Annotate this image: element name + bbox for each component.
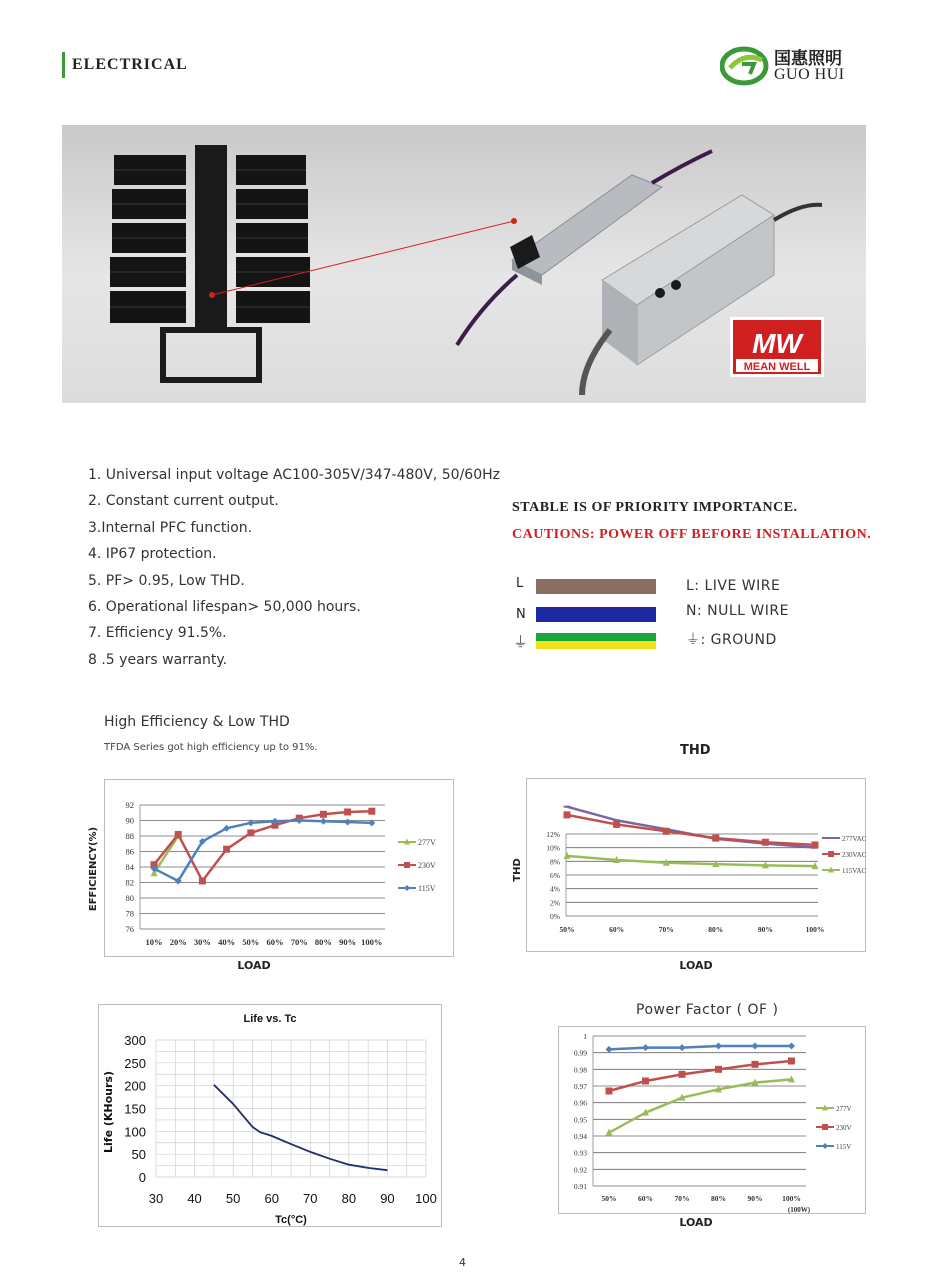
y-tick-label: 6% (550, 871, 560, 880)
y-tick-label: 150 (124, 1101, 146, 1117)
y-axis-title: Life (KHours) (102, 1070, 115, 1154)
brand-name: MEAN WELL (743, 361, 811, 373)
logo-swoosh-icon (720, 44, 772, 88)
x-tick-label: 80% (711, 1194, 726, 1203)
caution-notice: CAUTIONS: POWER OFF BEFORE INSTALLATION. (512, 527, 872, 542)
x-axis-title: LOAD (679, 959, 713, 972)
x-axis-title: LOAD (237, 959, 271, 972)
list-item: 1. Universal input voltage AC100-305V/347-480V, 50/60Hz (88, 467, 500, 483)
power-factor-heading: Power Factor ( OF ) (636, 1002, 779, 1018)
x-tick-label: 60 (264, 1191, 279, 1206)
y-tick-label: 100 (124, 1124, 146, 1140)
data-point (712, 835, 719, 842)
data-point (344, 819, 351, 826)
y-tick-label: 0% (550, 912, 560, 921)
data-point (679, 1071, 686, 1078)
list-item: 7. Efficiency 91.5%. (88, 625, 227, 642)
y-tick-label: 50 (131, 1147, 146, 1163)
y-tick-label: 84 (125, 862, 134, 872)
data-point (762, 839, 769, 846)
y-tick-label: 76 (125, 924, 134, 934)
x-tick-label: 90 (380, 1191, 395, 1206)
legend-label: 115V (836, 1143, 852, 1151)
data-point (715, 1043, 722, 1050)
x-tick-label: 40 (187, 1191, 202, 1206)
legend-label: 230VAC (842, 851, 867, 859)
series-line (609, 1046, 792, 1049)
x-tick-label: 60% (609, 925, 625, 934)
ground-wire-label: ⏚: GROUND (686, 632, 777, 648)
legend-label: 230V (836, 1124, 852, 1132)
y-tick-label: 78 (125, 908, 134, 919)
ground-icon: ⏚ (513, 633, 529, 651)
y-tick-label: 0.94 (573, 1132, 587, 1141)
data-point (344, 808, 351, 815)
x-tick-label: 70% (658, 925, 674, 934)
y-tick-label: 88 (125, 831, 134, 841)
y-tick-label: 0.97 (573, 1082, 587, 1091)
y-tick-label: 300 (124, 1033, 146, 1048)
ground-wire-swatch (536, 633, 656, 649)
x-tick-label: 40% (218, 937, 236, 947)
x-tick-label: 50% (559, 925, 575, 934)
data-point (663, 828, 670, 835)
product-photo (62, 125, 866, 403)
y-tick-label: 10% (546, 843, 560, 853)
list-item: 6. Operational lifespan> 50,000 hours. (88, 598, 361, 615)
data-point (812, 841, 819, 848)
x-tick-label: 70 (303, 1191, 318, 1206)
x-tick-label: 90% (747, 1194, 763, 1203)
list-item: 2. Constant current output. (88, 493, 279, 510)
y-tick-label: 0.92 (573, 1165, 587, 1175)
y-tick-label: 0.95 (573, 1115, 587, 1125)
data-point (247, 829, 254, 836)
x-extra-label: (100W) (787, 1206, 811, 1214)
y-tick-label: 200 (124, 1078, 146, 1094)
data-point (715, 1066, 722, 1073)
company-logo (720, 44, 870, 88)
legend-label: 115VAC (842, 867, 867, 875)
brand-mark: MW (752, 328, 802, 359)
null-wire-swatch (536, 607, 656, 622)
y-tick-label: 86 (125, 846, 134, 857)
data-point (223, 846, 230, 853)
x-tick-label: 100% (782, 1194, 801, 1203)
y-tick-label: 1 (583, 1032, 587, 1041)
section-accent-bar (62, 52, 65, 78)
y-tick-label: 92 (125, 800, 134, 810)
x-tick-label: 80 (341, 1191, 357, 1206)
series-line (154, 836, 178, 873)
x-tick-label: 50% (242, 937, 260, 947)
data-point (320, 818, 327, 825)
y-tick-label: 82 (125, 877, 134, 888)
y-tick-label: 0.96 (573, 1098, 587, 1108)
series-line (567, 807, 815, 848)
y-tick-label: 0.99 (573, 1048, 587, 1058)
y-axis-title: EFFICIENCY(%) (88, 826, 99, 912)
series-line (609, 1061, 792, 1091)
efficiency-subheading: TFDA Series got high efficiency up to 91%. (104, 742, 318, 753)
x-axis-title: Tc(°C) (275, 1214, 307, 1226)
series-line (567, 815, 815, 845)
x-tick-label: 80% (708, 925, 724, 934)
wire-key-null: N (516, 607, 526, 622)
legend-label: 277V (418, 838, 436, 847)
x-tick-label: 60% (638, 1194, 653, 1203)
x-tick-label: 80% (314, 937, 332, 947)
list-item: 3.Internal PFC function. (88, 519, 253, 536)
data-point (822, 1143, 828, 1149)
data-point (828, 851, 834, 857)
x-tick-label: 50 (225, 1191, 241, 1206)
x-tick-label: 30 (148, 1191, 164, 1206)
legend-label: 230V (418, 861, 436, 870)
x-tick-label: 10% (145, 937, 163, 947)
legend-label: 277V (836, 1105, 852, 1113)
thd-heading: THD (680, 743, 711, 758)
data-point (642, 1044, 649, 1051)
x-tick-label: 90% (757, 925, 773, 934)
x-tick-label: 70% (290, 937, 308, 947)
y-tick-label: 250 (124, 1055, 146, 1071)
y-tick-label: 0.93 (573, 1148, 587, 1158)
y-tick-label: 4% (550, 884, 560, 894)
logo-chinese-name: 国惠照明 (774, 49, 842, 69)
feature-list (88, 462, 500, 673)
y-tick-label: 0 (138, 1170, 146, 1185)
x-tick-label: 20% (169, 937, 187, 947)
data-point (788, 1043, 795, 1050)
live-wire-swatch (536, 579, 656, 594)
x-tick-label: 70% (674, 1194, 690, 1203)
data-point (199, 877, 206, 884)
x-tick-label: 100% (805, 925, 825, 934)
x-tick-label: 60% (266, 937, 284, 947)
logo-english-name: GUO HUI (774, 66, 845, 83)
life-chart (98, 1004, 442, 1232)
y-axis-title: THD (512, 858, 523, 882)
life-curve (214, 1085, 388, 1170)
y-tick-label: 90 (125, 815, 134, 826)
data-point (606, 1088, 613, 1095)
series-line (609, 1079, 792, 1132)
data-point (679, 1044, 686, 1051)
thd-chart (500, 778, 880, 978)
priority-notice: STABLE IS OF PRIORITY IMPORTANCE. (512, 500, 798, 515)
data-point (564, 811, 571, 818)
list-item: 4. IP67 protection. (88, 546, 217, 563)
page-number: 4 (459, 1256, 466, 1269)
section-title: ELECTRICAL (72, 56, 188, 73)
data-point (320, 811, 327, 818)
null-wire-label: N: NULL WIRE (686, 603, 789, 619)
data-point (642, 1078, 649, 1085)
data-point (368, 808, 375, 815)
efficiency-heading: High Efficiency & Low THD (104, 714, 290, 730)
list-item: 5. PF> 0.95, Low THD. (88, 572, 245, 589)
data-point (788, 1058, 795, 1065)
data-point (404, 862, 410, 868)
power-factor-chart (558, 1000, 878, 1230)
y-tick-label: 8% (550, 857, 560, 867)
data-point (606, 1046, 613, 1053)
data-point (404, 885, 410, 891)
x-axis-title: LOAD (679, 1216, 713, 1229)
legend-label: 115V (418, 884, 436, 893)
chart-title: Life vs. Tc (243, 1013, 297, 1025)
y-tick-label: 0.91 (573, 1182, 587, 1191)
list-item: 8 .5 years warranty. (88, 651, 228, 668)
x-tick-label: 100 (415, 1191, 437, 1206)
legend-label: 277VAC (842, 835, 867, 843)
live-wire-label: L: LIVE WIRE (686, 578, 781, 594)
y-tick-label: 12% (546, 830, 560, 839)
luminaire-and-driver-illustration (62, 125, 866, 403)
data-point (752, 1061, 759, 1068)
x-tick-label: 100% (361, 937, 383, 947)
data-point (822, 1124, 828, 1130)
y-tick-label: 80 (125, 893, 134, 903)
data-point (175, 831, 182, 838)
x-tick-label: 50% (601, 1194, 617, 1203)
x-tick-label: 90% (339, 937, 357, 947)
efficiency-chart (80, 779, 480, 979)
x-tick-label: 30% (193, 937, 211, 947)
wire-key-live: L (516, 576, 524, 591)
data-point (613, 821, 620, 828)
y-tick-label: 0.98 (573, 1065, 587, 1075)
y-tick-label: 2% (550, 898, 560, 908)
data-point (752, 1043, 759, 1050)
